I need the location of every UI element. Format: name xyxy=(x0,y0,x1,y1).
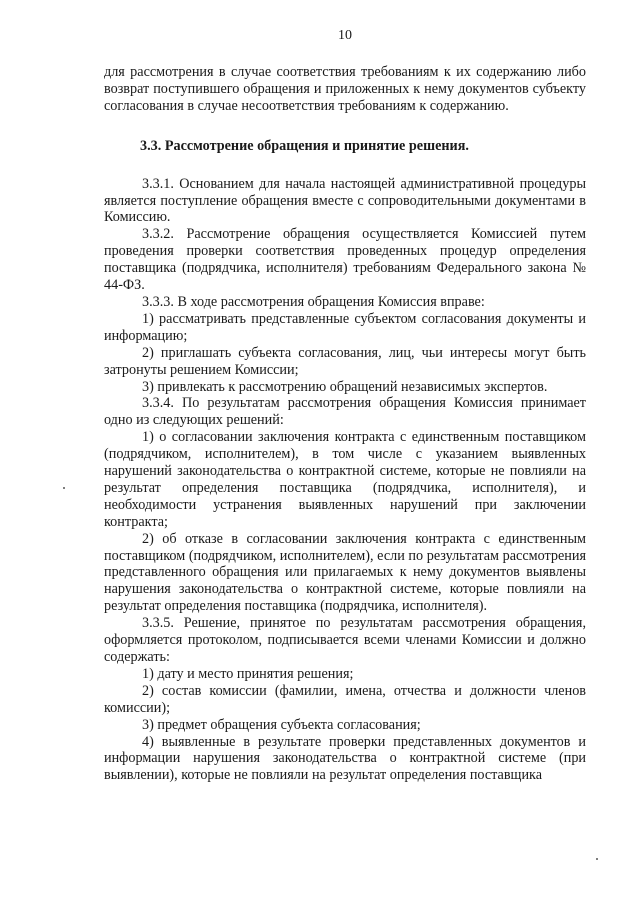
scan-speck xyxy=(596,858,598,860)
list-item-3-3-4-1: 1) о согласовании заключения контракта с единственным поставщиком (подрядчиком, исполнителем), в том числе с указанием выявленных нарушений законодательства о контрактной системе, которые не повлияли на результат определения поставщика (подрядчика, исполнителя), и необходимости устранения выявленных нарушений при заключении контракта; xyxy=(104,429,586,530)
list-item-3-3-5-1: 1) дату и место принятия решения; xyxy=(142,665,354,682)
section-heading: 3.3. Рассмотрение обращения и принятие решения. xyxy=(140,137,469,154)
list-item-3-3-3-3: 3) привлекать к рассмотрению обращений независимых экспертов. xyxy=(142,378,548,395)
list-item-3-3-3-2: 2) приглашать субъекта согласования, лиц, чьи интересы могут быть затронуты решением Комиссии; xyxy=(104,344,586,378)
list-item-3-3-5-2: 2) состав комиссии (фамилии, имена, отчества и должности членов комиссии); xyxy=(104,682,586,716)
page-number: 10 xyxy=(338,28,352,43)
paragraph-3-3-1: 3.3.1. Основанием для начала настоящей административной процедуры является поступление обращения вместе с сопроводительными документами в Комиссию. xyxy=(104,175,586,226)
list-item-3-3-4-2: 2) об отказе в согласовании заключения контракта с единственным поставщиком (подрядчиком, исполнителем), если по результатам рассмотрения представленного обращения или прилагаемых к нему документов выявлены нарушения законодательства о контрактной системе, которые повлияли на результат определения поставщика (подрядчика, исполнителя). xyxy=(104,530,586,615)
paragraph-continuation: для рассмотрения в случае соответствия требованиям к их содержанию либо возврат поступившего обращения и приложенных к нему документов субъекту согласования в случае несоответствия требованиям к содержанию. xyxy=(104,64,586,114)
paragraph-3-3-2: 3.3.2. Рассмотрение обращения осуществляется Комиссией путем проведения проверки соответствия проведенных процедур определения поставщика (подрядчика, исполнителя) требованиям Федерального закона № 44-ФЗ. xyxy=(104,226,586,294)
scan-speck xyxy=(63,487,65,489)
list-item-3-3-3-1: 1) рассматривать представленные субъектом согласования документы и информацию; xyxy=(104,310,586,344)
paragraph-3-3-4: 3.3.4. По результатам рассмотрения обращения Комиссия принимает одно из следующих решений: xyxy=(104,395,586,429)
list-item-3-3-5-3: 3) предмет обращения субъекта согласования; xyxy=(142,716,421,733)
document-body xyxy=(104,64,586,784)
paragraph-3-3-5: 3.3.5. Решение, принятое по результатам рассмотрения обращения, оформляется протоколом, подписывается всеми членами Комиссии и должно содержать: xyxy=(104,615,586,665)
list-item-3-3-5-4: 4) выявленные в результате проверки представленных документов и информации нарушения законодательства о контрактной системе (при выявлении), которые не повлияли на результат определения поставщика xyxy=(104,733,586,784)
paragraph-3-3-3: 3.3.3. В ходе рассмотрения обращения Комиссия вправе: xyxy=(142,293,485,310)
